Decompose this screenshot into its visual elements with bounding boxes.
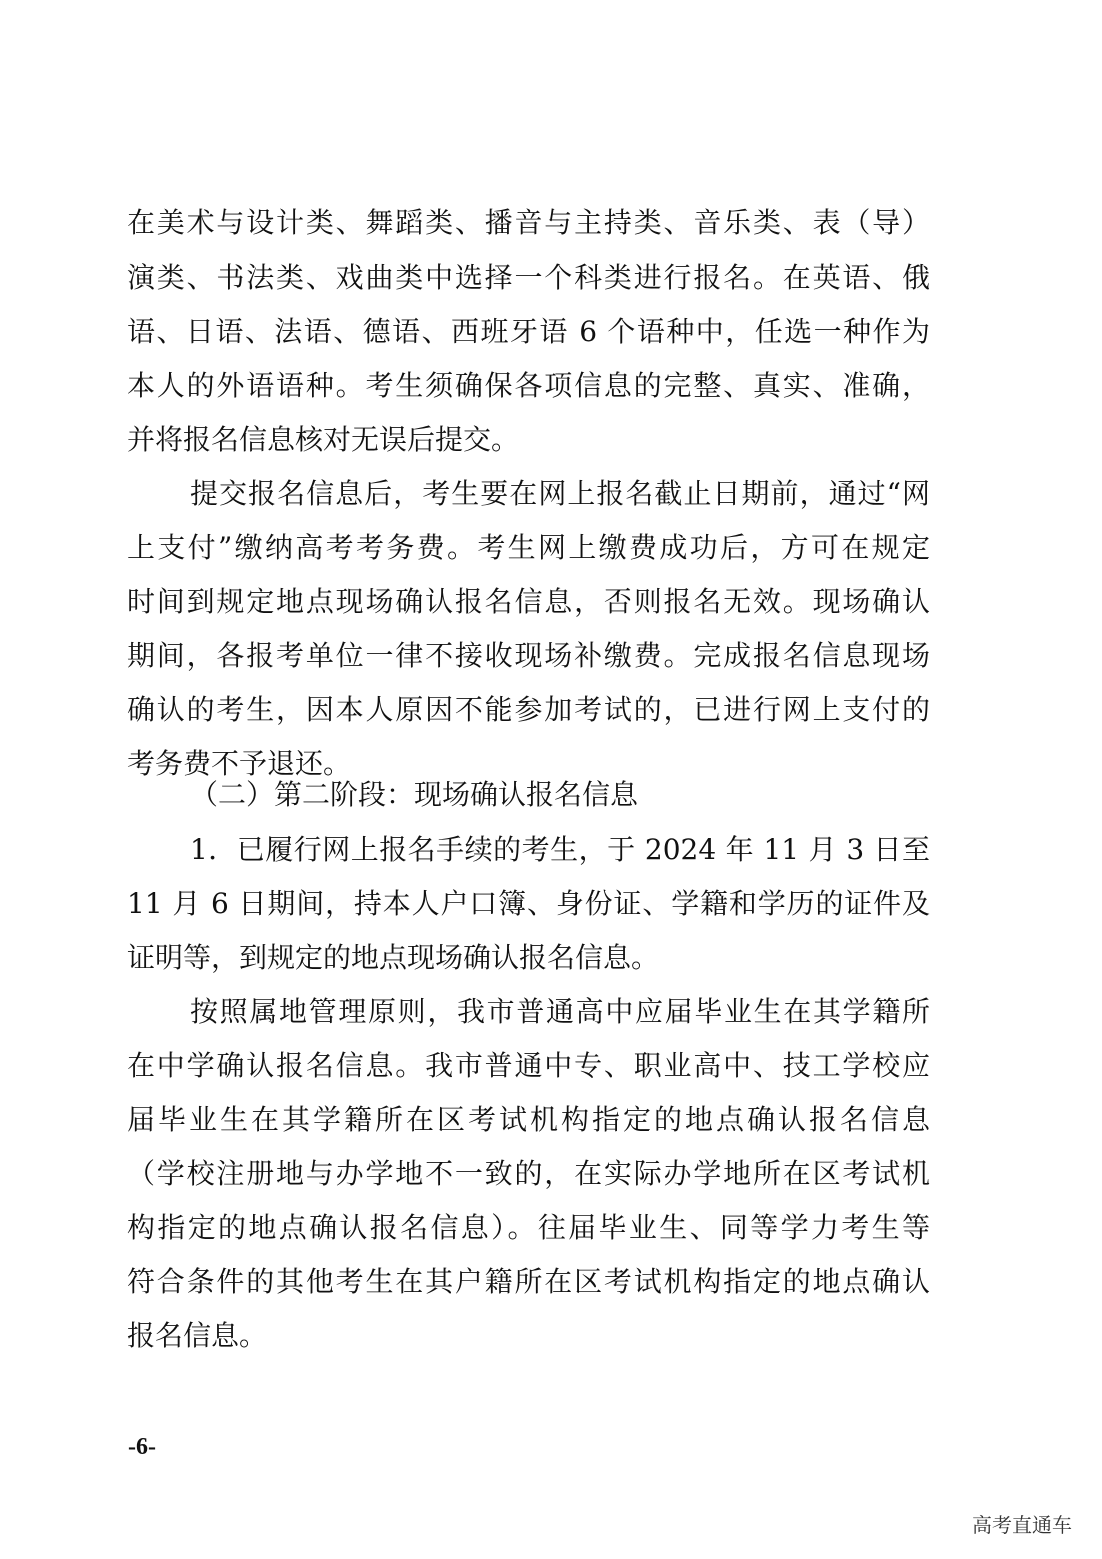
page-number: -6-	[128, 1434, 156, 1460]
paragraph-line: 在中学确认报名信息。我市普通中专、职业高中、技工学校应	[127, 1049, 930, 1082]
paragraph-line: 报名信息。	[127, 1319, 268, 1352]
paragraph-line: 证明等，到规定的地点现场确认报名信息。	[127, 941, 660, 974]
paragraph-line: 语、日语、法语、德语、西班牙语 6 个语种中，任选一种作为	[127, 315, 930, 348]
paragraph-line: 本人的外语语种。考生须确保各项信息的完整、真实、准确，	[127, 369, 930, 402]
paragraph-line: 在美术与设计类、舞蹈类、播音与主持类、音乐类、表（导）	[127, 206, 930, 239]
paragraph-line: 符合条件的其他考生在其户籍所在区考试机构指定的地点确认	[127, 1265, 930, 1298]
paragraph-line: （学校注册地与办学地不一致的，在实际办学地所在区考试机	[127, 1157, 930, 1190]
paragraph-line: 期间，各报考单位一律不接收现场补缴费。完成报名信息现场	[127, 639, 930, 672]
paragraph-line: 确认的考生，因本人原因不能参加考试的，已进行网上支付的	[127, 693, 930, 726]
watermark: 高考直通车	[972, 1513, 1072, 1537]
paragraph-line: 构指定的地点确认报名信息）。往届毕业生、同等学力考生等	[127, 1211, 930, 1244]
paragraph-line: 时间到规定地点现场确认报名信息，否则报名无效。现场确认	[127, 585, 930, 618]
paragraph-line: 1．已履行网上报名手续的考生，于 2024 年 11 月 3 日至	[190, 833, 930, 866]
paragraph-line: 届毕业生在其学籍所在区考试机构指定的地点确认报名信息	[127, 1103, 930, 1136]
paragraph-line: 按照属地管理原则，我市普通高中应届毕业生在其学籍所	[190, 995, 930, 1028]
paragraph-line: 考务费不予退还。	[127, 747, 352, 780]
paragraph-line: 并将报名信息核对无误后提交。	[127, 423, 520, 456]
paragraph-line: 上支付”缴纳高考考务费。考生网上缴费成功后，方可在规定	[127, 531, 930, 564]
section-heading: （二）第二阶段：现场确认报名信息	[190, 778, 639, 811]
paragraph-line: 提交报名信息后，考生要在网上报名截止日期前，通过“网	[190, 477, 930, 510]
paragraph-line: 演类、书法类、戏曲类中选择一个科类进行报名。在英语、俄	[127, 261, 930, 294]
paragraph-line: 11 月 6 日期间，持本人户口簿、身份证、学籍和学历的证件及	[127, 887, 930, 920]
